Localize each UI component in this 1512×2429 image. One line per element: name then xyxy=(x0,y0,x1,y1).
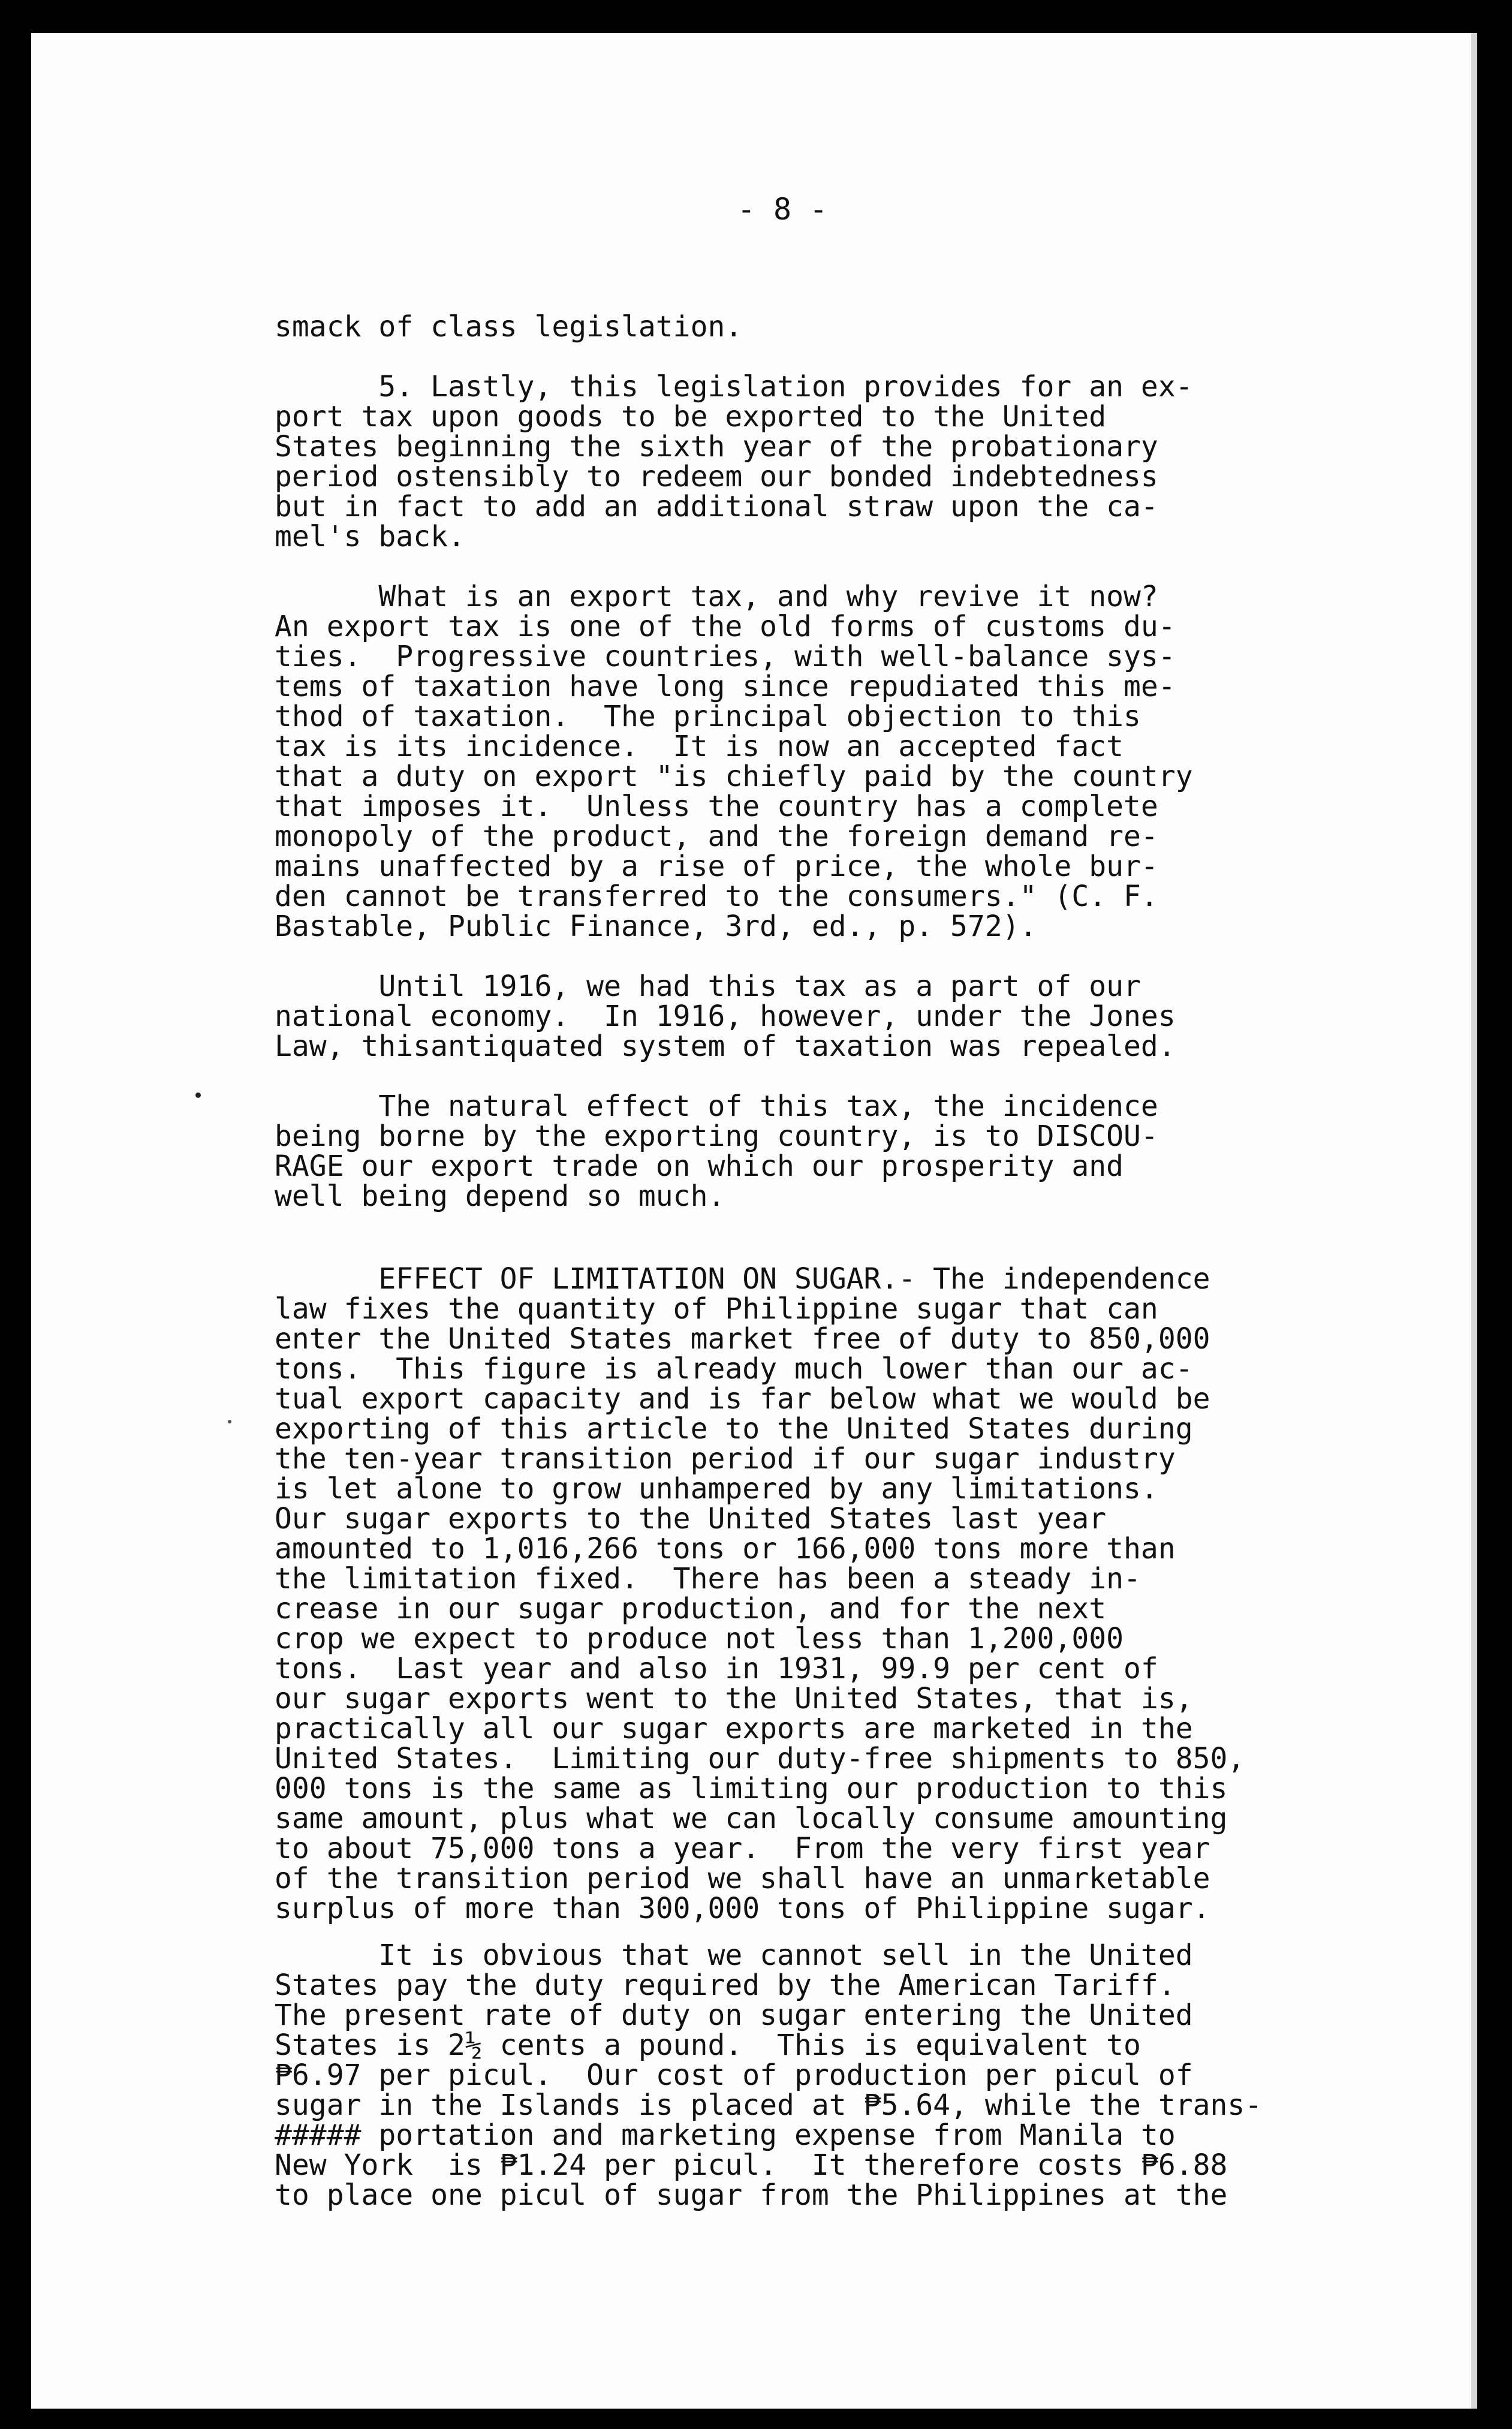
text-line: that a duty on export "is chiefly paid by the country xyxy=(275,760,1193,793)
text-line: same amount, plus what we can locally consume amounting xyxy=(275,1802,1228,1835)
text-line: ##### portation and marketing expense from Manila to xyxy=(275,2118,1176,2152)
text-line: Bastable, Public Finance, 3rd, ed., p. 572). xyxy=(275,910,1037,943)
text-line: smack of class legislation. xyxy=(275,310,743,344)
text-line: den cannot be transferred to the consumers." (C. F. xyxy=(275,880,1158,913)
text-line: tems of taxation have long since repudiated this me- xyxy=(275,670,1176,703)
text-line: but in fact to add an additional straw upon the ca- xyxy=(275,490,1158,523)
text-line: States is 2½ cents a pound. This is equivalent to xyxy=(275,2028,1141,2062)
text-line: monopoly of the product, and the foreign demand re- xyxy=(275,820,1158,853)
text-line: tual export capacity and is far below what we would be xyxy=(275,1382,1210,1416)
text-line: amounted to 1,016,266 tons or 166,000 tons more than xyxy=(275,1532,1176,1566)
paragraph-until-1916 xyxy=(275,971,1444,1061)
text-line: port tax upon goods to be exported to the United xyxy=(275,400,1107,434)
text-line: mel's back. xyxy=(275,520,465,553)
text-line: tons. This figure is already much lower than our ac- xyxy=(275,1352,1193,1386)
text-line: thod of taxation. The principal objection to this xyxy=(275,700,1141,733)
text-line: the limitation fixed. There has been a steady in- xyxy=(275,1562,1141,1596)
text-line: crease in our sugar production, and for the next xyxy=(275,1592,1107,1626)
paragraph-natural-effect xyxy=(275,1091,1444,1211)
paragraph-effect-of-limitation-on-sugar xyxy=(275,1264,1444,1924)
text-line: The natural effect of this tax, the incidence xyxy=(275,1089,1158,1123)
text-line: is let alone to grow unhampered by any limitations. xyxy=(275,1472,1158,1506)
text-line: tons. Last year and also in 1931, 99.9 per cent of xyxy=(275,1652,1158,1685)
text-line: surplus of more than 300,000 tons of Philippine sugar. xyxy=(275,1892,1210,1925)
text-line: national economy. In 1916, however, under the Jones xyxy=(275,1000,1176,1033)
text-line: of the transition period we shall have an unmarketable xyxy=(275,1862,1210,1895)
text-line: ₱6.97 per picul. Our cost of production per picul of xyxy=(275,2058,1193,2092)
text-line: the ten-year transition period if our sugar industry xyxy=(275,1442,1176,1476)
text-line: United States. Limiting our duty-free shipments to 850, xyxy=(275,1742,1245,1775)
text-line: our sugar exports went to the United States, that is, xyxy=(275,1682,1193,1715)
text-line: 000 tons is the same as limiting our production to this xyxy=(275,1772,1228,1805)
text-line: being borne by the exporting country, is to DISCOU- xyxy=(275,1119,1158,1153)
text-line: Until 1916, we had this tax as a part of our xyxy=(275,970,1141,1003)
text-line: States pay the duty required by the American Tariff. xyxy=(275,1969,1176,2002)
text-line: tax is its incidence. It is now an accepted fact xyxy=(275,730,1124,763)
text-line: period ostensibly to redeem our bonded indebtedness xyxy=(275,460,1158,493)
text-line: exporting of this article to the United States during xyxy=(275,1412,1193,1446)
margin-mark xyxy=(228,1420,231,1423)
text-line: ties. Progressive countries, with well-balance sys- xyxy=(275,640,1176,673)
text-line: Our sugar exports to the United States last year xyxy=(275,1502,1107,1536)
text-line: EFFECT OF LIMITATION ON SUGAR.- The independence xyxy=(275,1262,1210,1296)
text-line: mains unaffected by a rise of price, the whole bur- xyxy=(275,850,1158,883)
text-line: crop we expect to produce not less than 1,200,000 xyxy=(275,1622,1124,1656)
text-line: that imposes it. Unless the country has a complete xyxy=(275,790,1158,823)
document-body xyxy=(275,312,1444,2240)
text-line: practically all our sugar exports are marketed in the xyxy=(275,1712,1193,1745)
text-line: 5. Lastly, this legislation provides for an ex- xyxy=(275,370,1193,404)
text-line: RAGE our export trade on which our prosperity and xyxy=(275,1149,1124,1183)
text-line: An export tax is one of the old forms of customs du- xyxy=(275,610,1176,643)
text-line: It is obvious that we cannot sell in the United xyxy=(275,1939,1193,1972)
text-line: well being depend so much. xyxy=(275,1179,725,1213)
text-line: The present rate of duty on sugar entering the United xyxy=(275,1998,1193,2032)
paragraph-export-tax-provision xyxy=(275,372,1444,552)
text-line: to place one picul of sugar from the Philippines at the xyxy=(275,2178,1228,2212)
text-line: States beginning the sixth year of the probationary xyxy=(275,430,1158,463)
text-line: New York is ₱1.24 per picul. It therefore costs ₱6.88 xyxy=(275,2148,1228,2182)
margin-mark xyxy=(195,1092,201,1098)
text-line: Law, thisantiquated system of taxation was repealed. xyxy=(275,1030,1176,1063)
page-number: - 8 - xyxy=(737,192,828,227)
text-line: sugar in the Islands is placed at ₱5.64, while the trans- xyxy=(275,2088,1263,2122)
paragraph-what-is-export-tax xyxy=(275,582,1444,941)
paragraph-class-legislation xyxy=(275,312,1444,342)
paragraph-cannot-sell xyxy=(275,1940,1444,2210)
text-line: law fixes the quantity of Philippine sugar that can xyxy=(275,1292,1158,1326)
text-line: enter the United States market free of duty to 850,000 xyxy=(275,1322,1210,1356)
text-line: What is an export tax, and why revive it now? xyxy=(275,580,1158,613)
text-line: to about 75,000 tons a year. From the very first year xyxy=(275,1832,1210,1865)
